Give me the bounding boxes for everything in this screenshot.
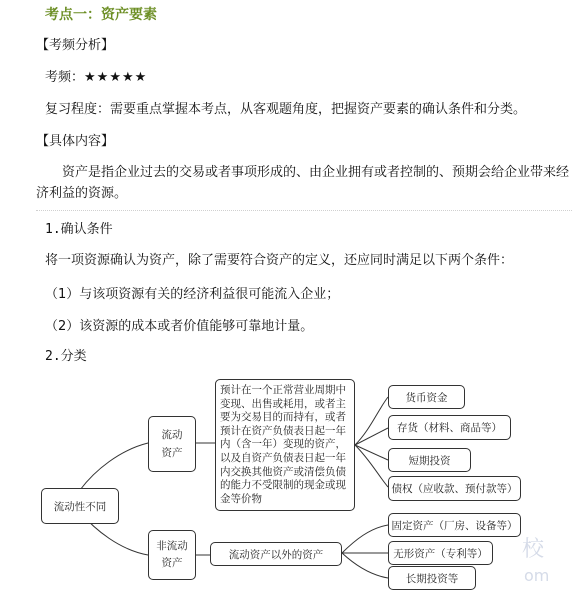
connector-item-7 (342, 553, 388, 578)
watermark-text-icon: om (524, 566, 550, 585)
review-text: 复习程度：需要重点掌握本考点，从客观题角度，把握资产要素的确认条件和分类。 (45, 102, 527, 117)
current-assets-label-1: 流动 (161, 429, 183, 441)
current-assets-label-2: 资产 (161, 447, 183, 459)
recognition-title: 1.确认条件 (45, 222, 113, 237)
analysis-header: 【考频分析】 (36, 38, 115, 53)
content-header: 【具体内容】 (36, 134, 115, 149)
current-assets-description: 预计在一个正常营业周期中变现、出售或耗用，或者主要为交易目的而持有，或者预计在资产负债表日起一年内（含一年）变现的资产，以及自资产负债表日起一年内交换其他资产或清偿负债的能力不受限制的现金或现金等价物 (215, 379, 355, 511)
current-item-receivables: 债权（应收款、预付款等） (388, 476, 521, 501)
condition-2: （2）该资源的成本或者价值能够可靠地计量。 (45, 319, 314, 334)
condition-1: （1）与该项资源有关的经济利益很可能流入企业； (45, 287, 340, 302)
noncurrent-assets-node (148, 530, 196, 580)
noncurrent-assets-label-2: 资产 (161, 557, 183, 569)
recognition-intro: 将一项资源确认为资产，除了需要符合资产的定义，还应同时满足以下两个条件： (45, 253, 514, 268)
noncurrent-item-intangible-assets: 无形资产（专利等） (388, 541, 493, 565)
noncurrent-item-long-term-investment: 长期投资等 (388, 566, 476, 590)
connector-item-3 (355, 445, 388, 460)
noncurrent-item-fixed-assets: 固定资产（厂房、设备等） (388, 513, 521, 537)
connector-root-current (80, 443, 148, 490)
star-rating-icon: ★★★★★ (84, 70, 148, 85)
noncurrent-assets-description: 流动资产以外的资产 (210, 542, 342, 566)
root-node: 流动性不同 (41, 488, 119, 524)
connector-item-2 (355, 428, 388, 445)
noncurrent-assets-label-1: 非流动 (156, 540, 188, 552)
frequency-label: 考频： (45, 70, 85, 85)
watermark-logo-icon: 校 (522, 537, 545, 562)
current-item-inventory: 存货（材料、商品等） (388, 415, 511, 440)
section-title: 考点一：资产要素 (45, 7, 157, 23)
asset-definition: 资产是指企业过去的交易或者事项形成的、由企业拥有或者控制的、预期会给企业带来经济利益的资源。 (36, 165, 570, 201)
current-assets-node (148, 416, 196, 472)
connector-item-5 (342, 525, 388, 553)
connector-item-1 (355, 397, 388, 445)
classification-title: 2.分类 (45, 349, 87, 364)
connector-item-4 (355, 445, 388, 487)
current-item-short-term-investment: 短期投资 (388, 448, 471, 472)
current-item-cash: 货币资金 (388, 385, 465, 409)
